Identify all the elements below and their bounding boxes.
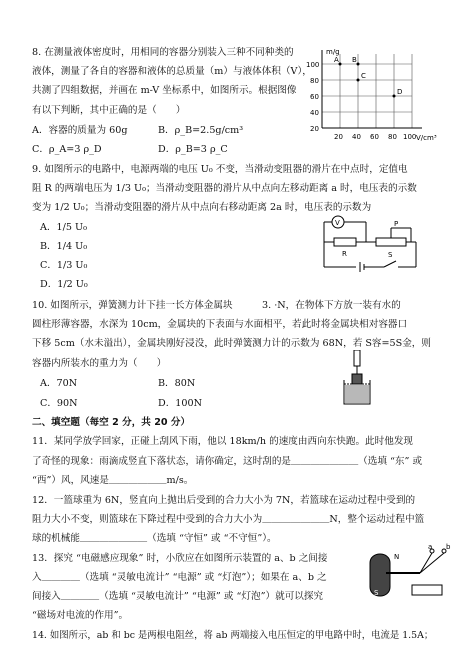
q8-line1: 8. 在测量液体密度时，用相同的容器分别装入三种不同种类的 — [32, 47, 294, 58]
q8-option-a: A．容器的质量为 60g — [32, 125, 128, 136]
q10-option-c: C．90N — [40, 398, 78, 409]
y-tick-20: 20 — [310, 125, 319, 133]
voltmeter-label: V — [335, 219, 340, 227]
u-magnet — [370, 554, 390, 596]
metal-block — [352, 374, 362, 384]
q9-option-c: C．1/3 U₀ — [40, 260, 88, 271]
y-tick-100: 100 — [306, 61, 320, 69]
label-a: a — [428, 543, 433, 551]
q9-circuit-diagram — [316, 212, 426, 274]
q10-option-b: B．80N — [158, 378, 196, 389]
q11-line1: 11．某同学放学回家，正碰上刮风下雨，他以 18km/h 的速度由西向东快跑。此时他发现 — [32, 436, 414, 447]
spring-scale — [354, 350, 360, 366]
y-axis-label: m/g — [326, 48, 340, 56]
q13-line3: 间接入＿＿＿＿（选填 “灵敏电流计” “电源” 或 “灯泡”）就可以探究 — [32, 591, 324, 602]
q14-line1: 14. 如图所示，ab 和 bc 是两根电阻丝，将 ab 两端接入电压恒定的甲电路中时，电流是 1.5A； — [32, 630, 434, 641]
q9-line1: 9. 如图所示的电路中，电源两端的电压 U₀ 不变，当滑动变阻器的滑片在中点时，定值电 — [32, 164, 408, 175]
q9-option-a: A．1/5 U₀ — [40, 222, 87, 233]
q8-line4: 有以下判断，其中正确的是（ ） — [32, 105, 186, 116]
water — [345, 385, 369, 403]
q8-option-d: D．ρ_B=3 ρ_C — [158, 144, 228, 155]
base — [412, 585, 442, 595]
q9-line3: 变为 1/2 U₀；当滑动变阻器的滑片从中点向右移动距离 2a 时，电压表的示数为 — [32, 202, 372, 213]
x-axis-label: V/cm³ — [416, 134, 437, 142]
q8-mv-graph — [302, 44, 452, 144]
switch-label: S — [388, 251, 393, 259]
label-s: S — [374, 589, 379, 597]
point-b — [357, 63, 360, 66]
slider-label: P — [394, 220, 399, 228]
q13-line4: “磁场对电流的作用”。 — [32, 610, 129, 621]
label-b: b — [446, 543, 451, 551]
section-title: 二、填空题（每空 2 分，共 20 分） — [32, 417, 191, 428]
point-d-label: D — [397, 88, 403, 96]
q10-line2: 圆柱形薄容器，水深为 10cm，金属块的下表面与水面相平，若此时将金属块相对容器口 — [32, 319, 408, 330]
point-a-label: A — [334, 56, 339, 64]
y-tick-60: 60 — [310, 93, 319, 101]
q12-line3: 球的机械能＿＿＿＿＿＿＿（选填 “守恒” 或 “不守恒”）。 — [32, 533, 277, 544]
q13-line2: 入＿＿＿＿（选填 “灵敏电流计” “电源” 或 “灯泡”）；如果在 a、b 之 — [32, 572, 327, 583]
q9-option-d: D．1/2 U₀ — [40, 279, 88, 290]
label-n: N — [394, 553, 400, 561]
x-tick-80: 80 — [388, 133, 397, 141]
point-c-label: C — [361, 72, 366, 80]
point-d — [393, 95, 396, 98]
q10-option-d: D．100N — [158, 398, 202, 409]
x-tick-100: 100 — [403, 133, 417, 141]
point-c — [357, 79, 360, 82]
x-tick-60: 60 — [370, 133, 379, 141]
q10-line1: 10. 如图所示，弹簧测力计下挂一长方体金属块 — [32, 300, 233, 311]
q8-option-c: C．ρ_A=3 ρ_D — [32, 144, 102, 155]
resistor-r — [334, 238, 356, 246]
q12-line1: 12．一篮球重为 6N，竖直向上抛出后受到的合力大小为 7N，若篮球在运动过程中受到的 — [32, 495, 416, 506]
y-tick-80: 80 — [310, 77, 319, 85]
resistor-label: R — [342, 250, 347, 258]
q8-line2: 液体，测量了各自的容器和液体的总质量（m）与液体体积（V）， — [32, 66, 312, 77]
q12-line2: 阻力大小不变，则篮球在下降过程中受到的合力大小为＿＿＿＿＿＿＿N，整个运动过程中篮 — [32, 514, 425, 525]
y-tick-40: 40 — [310, 109, 319, 117]
q11-line3: “西”）风，风速是＿＿＿＿＿＿m/s。 — [32, 475, 194, 486]
q8-line3: 共测了四组数据，并画在 m-V 坐标系中，如图所示。根据图像 — [32, 85, 297, 96]
q10-line1-tail: 3. ·N，在物体下方放一装有水的 — [262, 300, 401, 311]
q8-option-b: B．ρ_B=2.5g/cm³ — [158, 125, 244, 136]
q10-option-a: A．70N — [40, 378, 78, 389]
x-tick-40: 40 — [352, 133, 361, 141]
q10-line3: 下移 5cm（水未溢出），金属块刚好浸没，此时弹簧测力计的示数为 68N，若 S容=5S金，则 — [32, 338, 431, 349]
q13-electromagnetic-figure — [360, 543, 452, 603]
q10-line4: 容器内所装水的重力为（ ） — [32, 358, 167, 369]
rheostat — [376, 238, 406, 246]
q9-line2: 阻 R 的两端电压为 1/3 U₀；当滑动变阻器的滑片从中点向左移动距离 a 时，电压表的示数 — [32, 183, 417, 194]
point-b-label: B — [352, 56, 357, 64]
q10-spring-scale-figure — [338, 350, 378, 408]
x-tick-20: 20 — [334, 133, 343, 141]
q9-option-b: B．1/4 U₀ — [40, 241, 88, 252]
q13-line1: 13．探究 “电磁感应现象” 时，小欣应在如图所示装置的 a、b 之间接 — [32, 553, 328, 564]
q11-line2: 了奇怪的现象：雨滴成竖直下落状态，请你确定，这时刮的是＿＿＿＿＿＿＿（选填 “东” 或 — [32, 456, 423, 467]
point-a — [339, 63, 342, 66]
